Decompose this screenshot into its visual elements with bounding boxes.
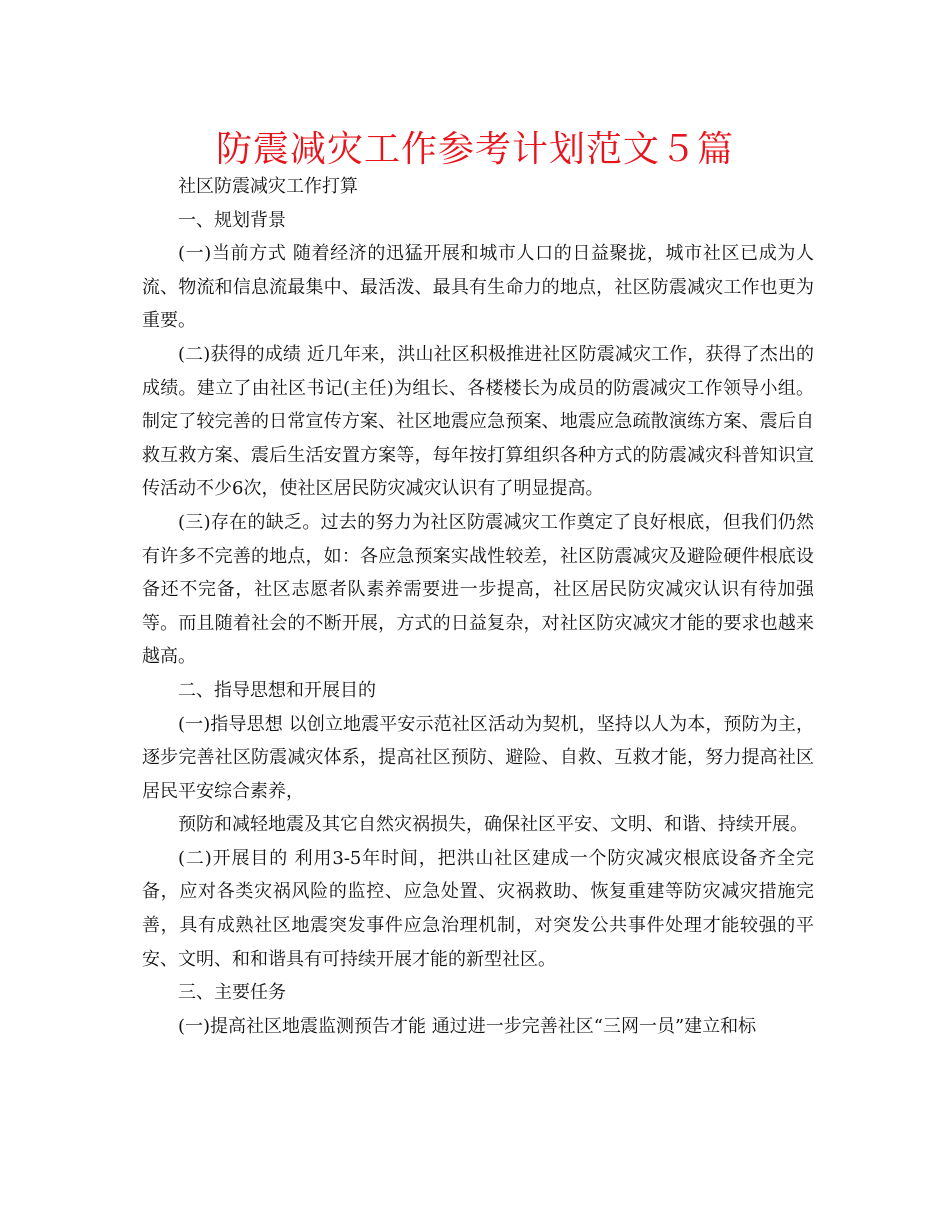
paragraph-guiding-thought: (一)指导思想 以创立地震平安示范社区活动为契机，坚持以人为本，预防为主，逐步完善社区防震减灾体系，提高社区预防、避险、自救、互救才能，努力提高社区居民平安综合素养， xyxy=(142,713,814,802)
paragraph-section-1: 一、规划背景 xyxy=(178,209,286,231)
paragraph-shortcomings: (三)存在的缺乏。过去的努力为社区防震减灾工作奠定了良好根底，但我们仍然有许多不完善的地点，如：各应急预案实战性较差，社区防震减灾及避险硬件根底设备还不完备，社区志愿者队素养需要进一步提高，社区居民防灾减灾认识有待加强等。而且随着社会的不断开展，方式的日益复杂，对社区防灾减灾才能的要求也越来越高。 xyxy=(142,511,814,668)
document-title: 防震减灾工作参考计划范文５篇 xyxy=(215,129,734,170)
paragraph-heading-plan: 社区防震减灾工作打算 xyxy=(178,176,358,197)
paragraph-current-situation: (一)当前方式 随着经济的迅猛开展和城市人口的日益聚拢，城市社区已成为人流、物流和信息流最集中、最活泼、最具有生命力的地点，社区防震减灾工作也更为重要。 xyxy=(142,243,814,332)
paragraph-prevention: 预防和减轻地震及其它自然灾祸损失，确保社区平安、文明、和谐、持续开展。 xyxy=(178,814,808,836)
paragraph-section-3: 三、主要任务 xyxy=(178,982,286,1004)
paragraph-task-1: (一)提高社区地震监测预告才能 通过进一步完善社区“三网一员”建立和标 xyxy=(178,1015,757,1037)
paragraph-achievements: (二)获得的成绩 近几年来，洪山社区积极推进社区防震减灾工作，获得了杰出的成绩。建立了由社区书记(主任)为组长、各楼楼长为成员的防震减灾工作领导小组。制定了较完善的日常宣传方案、社区地震应急预案、地震应急疏散演练方案、震后自救互救方案、震后生活安置方案等，每年按打算组织各种方式的防震减灾科普知识宣传活动不少6次，使社区居民防灾减灾认识有了明显提高。 xyxy=(142,343,814,500)
paragraph-goals: (二)开展目的 利用3-5年时间，把洪山社区建成一个防灾减灾根底设备齐全完备，应对各类灾祸风险的监控、应急处置、灾祸救助、恢复重建等防灾减灾措施完善，具有成熟社区地震突发事件应急治理机制，对突发公共事件处理才能较强的平安、文明、和和谐具有可持续开展才能的新型社区。 xyxy=(142,847,814,970)
document-body xyxy=(142,170,814,1043)
paragraph-section-2: 二、指导思想和开展目的 xyxy=(178,679,376,701)
